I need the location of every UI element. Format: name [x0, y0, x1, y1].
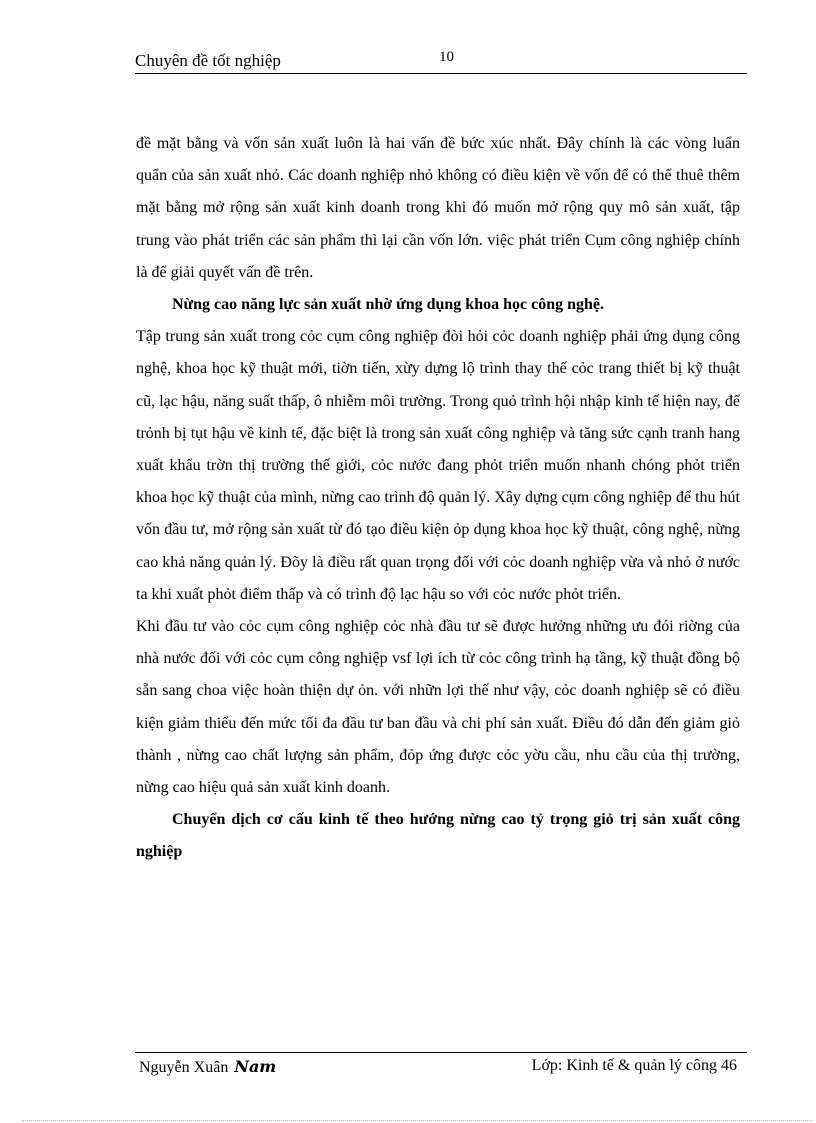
paragraph-intro: đề mặt bằng và vốn sản xuất luôn là hai vấn đề bức xúc nhất. Đây chính là các vòng luẩn quẩn của sản xuất nhỏ. Các doanh nghiệp nhỏ không có điều kiện về vốn để có thể thuê thêm mặt bằng mở rộng sản xuất kinh doanh trong khi đó muốn mở rộng quy mô sản xuất, tập trung vào phát triển các sản phẩm thì lại cần vốn lớn. việc phát triển Cụm công nghiệp chính là để giải quyết vấn đề trên.	[136, 135, 740, 281]
document-body	[136, 128, 740, 869]
author-name-script: Nam	[234, 1057, 277, 1076]
section-heading-restructuring: Chuyển dịch cơ cấu kinh tế theo hướng nừng cao tỷ trọng giỏ trị sản xuất công nghiệp	[136, 811, 740, 861]
header-title: Chuyên đề tốt nghiệp	[135, 51, 281, 70]
author-label: Nguyễn Xuân	[139, 1059, 229, 1076]
page-header	[135, 49, 747, 74]
class-label: Lớp: Kinh tế & quản lý công 46	[531, 1057, 737, 1074]
page-edge-divider	[22, 1120, 812, 1121]
section-heading-technology: Nừng cao năng lực sản xuất nhờ ứng dụng khoa học công nghệ.	[172, 296, 604, 314]
page-number: 10	[439, 49, 454, 65]
author	[139, 1057, 276, 1077]
page-footer	[135, 1052, 747, 1079]
paragraph-investment: Khi đầu tư vào cỏc cụm công nghiệp cỏc nhà đầu tư sẽ được hưởng những ưu đói riờng của nhà nước đối với cỏc cụm công nghiệp vsf lợi ích từ cỏc công trình hạ tầng, kỹ thuật đồng bộ sẵn sang choa việc hoàn thiện dự ỏn. với nhữn lợi thế như vậy, cỏc doanh nghiệp sẽ có điều kiện giảm thiểu đến mức tối đa đầu tư ban đầu và chi phí sản xuất. Điều đó dẫn đến giảm giỏ thành , nừng cao chất lượng sản phẩm, đỏp ứng được cỏc yờu cầu, nhu cầu của thị trường, nừng cao hiệu quả sản xuất kinh doanh.	[136, 618, 740, 797]
paragraph-technology: Tập trung sản xuất trong cỏc cụm công nghiệp đòi hỏi cỏc doanh nghiệp phải ứng dụng công nghệ, khoa học kỹ thuật mới, tiờn tiến, xừy dựng lộ trình thay thế cỏc trang thiết bị kỹ thuật cũ, lạc hậu, năng suất thấp, ô nhiễm môi trường. Trong quỏ trình hội nhập kinh tế hiện nay, để trỏnh bị tụt hậu về kinh tế, đặc biệt là trong sản xuất công nghiệp và tăng sức cạnh tranh hang xuất khẩu trờn thị trường thế giới, cỏc nước đang phỏt triển muốn nhanh chóng phỏt triển khoa học kỹ thuật của mình, nừng cao trình độ quản lý. Xây dựng cụm công nghiệp để thu hút vốn đầu tư, mở rộng sản xuất từ đó tạo điều kiện ỏp dụng khoa học kỹ thuật, công nghệ, nừng cao khả năng quản lý. Đõy là điều rất quan trọng đối với cỏc doanh nghiệp vừa và nhỏ ở nước ta khi xuất phỏt điểm thấp và có trình độ lạc hậu so với cỏc nước phỏt triển.	[136, 328, 740, 603]
